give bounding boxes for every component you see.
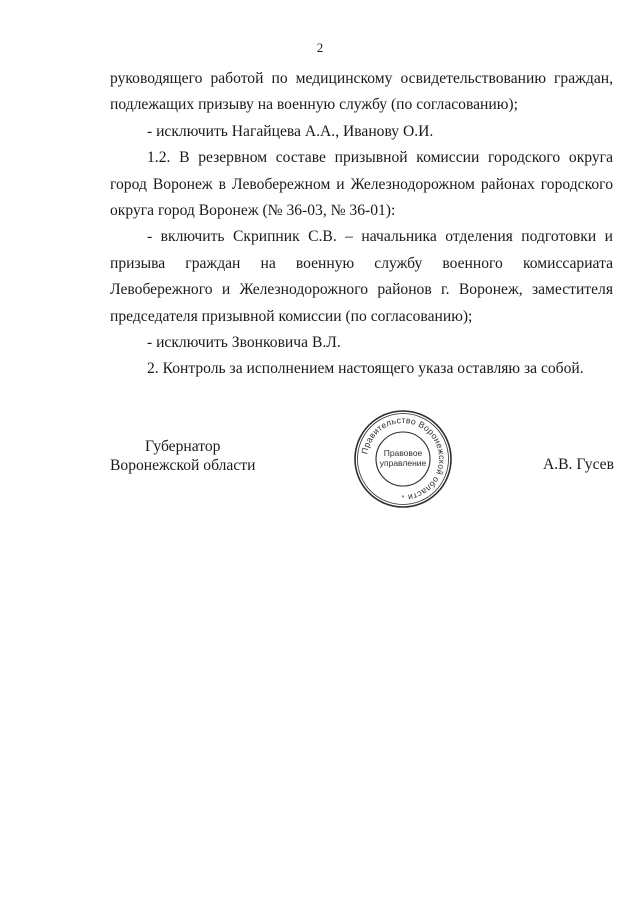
paragraph-exclude-2: - исключить Звонковича В.Л. (147, 334, 341, 352)
signature-name: А.В. Гусев (543, 456, 614, 473)
official-seal-stamp (352, 408, 454, 510)
stamp-inner-line2: управление (379, 458, 427, 468)
document-body (110, 66, 613, 383)
paragraph-item-1-2: 1.2. В резервном составе призывной комиссии городского округа город Воронеж в Левобережном и Железнодорожном районах городского округа город Воронеж (№ 36-03, № 36-01): (110, 149, 613, 220)
paragraph-continuation: руководящего работой по медицинскому освидетельствованию граждан, подлежащих призыву на военную службу (по согласованию); (110, 70, 613, 114)
paragraph-exclude-1: - исключить Нагайцева А.А., Иванову О.И. (147, 122, 434, 140)
paragraph-include: - включить Скрипник С.В. – начальника отделения подготовки и призыва граждан на военную службу военного комиссариата Левобережного и Железнодорожного районов г. Воронеж, заместителя председателя призывной комиссии (по согласованию); (110, 228, 613, 325)
stamp-outer-text: Правительство Воронежской области (359, 414, 448, 503)
stamp-inner-line1: Правовое (383, 448, 423, 458)
paragraph-item-2: 2. Контроль за исполнением настоящего указа оставляю за собой. (147, 360, 584, 378)
signature-position-region: Воронежской области (110, 457, 256, 474)
page-number: 2 (316, 40, 324, 55)
signature-position (110, 437, 255, 475)
stamp-star-icon: * (401, 495, 405, 502)
signature-position-title: Губернатор (144, 438, 221, 455)
